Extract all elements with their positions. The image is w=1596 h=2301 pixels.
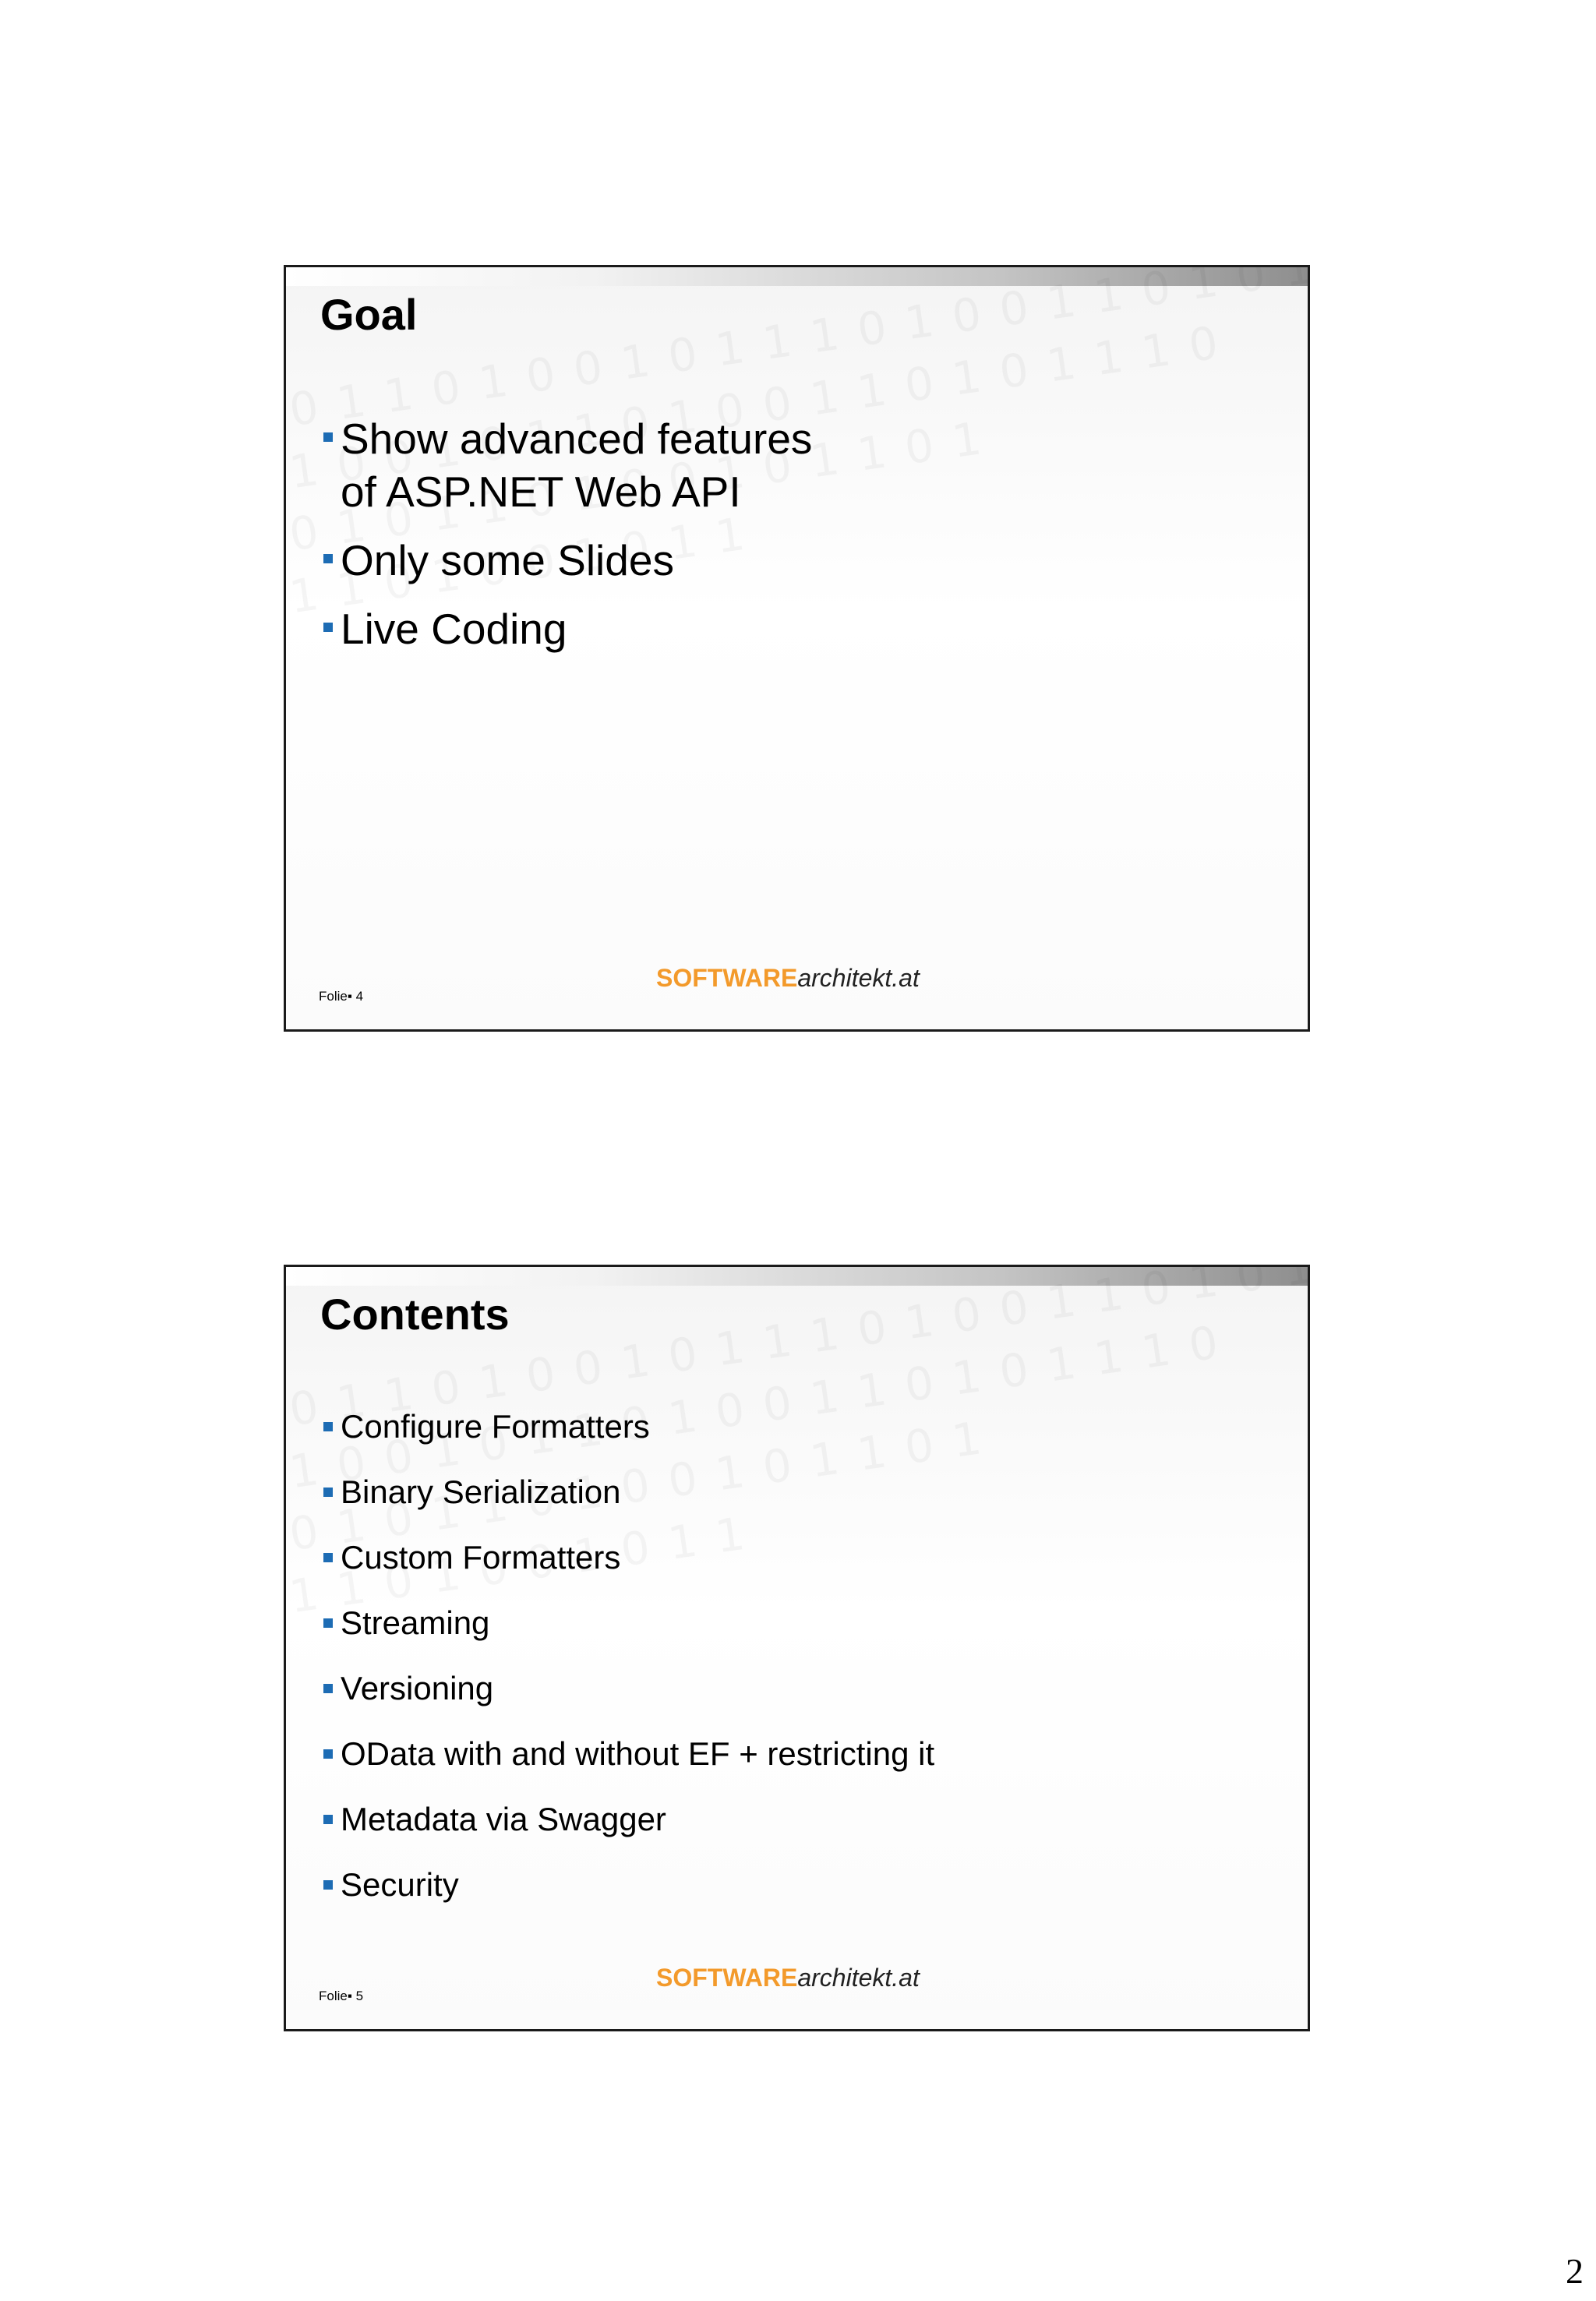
bullet-item [320,602,812,655]
slide-title: Contents [320,1290,510,1339]
bullet-text: Show advanced features [341,415,813,463]
bullet-text: Custom Formatters [341,1539,621,1576]
bullet-item [320,1604,934,1643]
square-bullet-icon [323,1815,333,1824]
square-bullet-icon [323,1422,333,1431]
folie-number: 4 [355,989,364,1004]
bullet-text: Only some Slides [341,536,674,584]
square-bullet-icon [323,1618,333,1628]
folie-text: Folie [319,989,348,1004]
bullet-item [320,1407,934,1446]
bullet-item [320,1800,934,1839]
square-bullet-icon [323,432,333,442]
footer-logo [656,964,920,993]
bullet-text: Security [341,1866,459,1903]
bullet-text: Metadata via Swagger [341,1801,666,1837]
logo-software: SOFTWARE [656,1964,798,1992]
slide-goal [284,265,1310,1032]
bullet-item [320,412,812,518]
bullet-item [320,1735,934,1773]
folie-label [319,989,363,1004]
square-bullet-icon [323,1880,333,1890]
bullet-item [320,1473,934,1512]
folie-label [319,1989,363,2004]
page-number: 2 [1566,2251,1584,2291]
bullet-list [320,412,812,671]
square-bullet-icon [323,1488,333,1497]
footer-logo [656,1964,920,1992]
square-bullet-icon [323,1684,333,1693]
square-bullet-icon [323,1749,333,1759]
folie-text: Folie [319,1989,348,2003]
slide-contents [284,1265,1310,2031]
logo-software: SOFTWARE [656,964,798,992]
bullet-item [320,1538,934,1577]
bullet-text: Binary Serialization [341,1473,621,1510]
folie-number: 5 [355,1989,364,2003]
bullet-text: OData with and without EF + restricting it [341,1735,935,1772]
slide-title: Goal [320,290,418,339]
folie-separator: ▪ [347,989,356,1004]
folie-separator: ▪ [347,1989,356,2003]
bullet-item [320,1669,934,1708]
bullet-text-continued: of ASP.NET Web API [341,468,741,516]
bullet-text: Streaming [341,1604,490,1641]
bullet-item [320,1865,934,1904]
logo-architekt: architekt.at [797,1964,920,1992]
bullet-item [320,534,812,587]
bullet-text: Live Coding [341,605,567,653]
square-bullet-icon [323,1553,333,1562]
bullet-list [320,1407,934,1931]
square-bullet-icon [323,623,333,632]
bullet-text: Configure Formatters [341,1408,650,1445]
bullet-text: Versioning [341,1670,494,1706]
square-bullet-icon [323,554,333,563]
logo-architekt: architekt.at [797,964,920,992]
